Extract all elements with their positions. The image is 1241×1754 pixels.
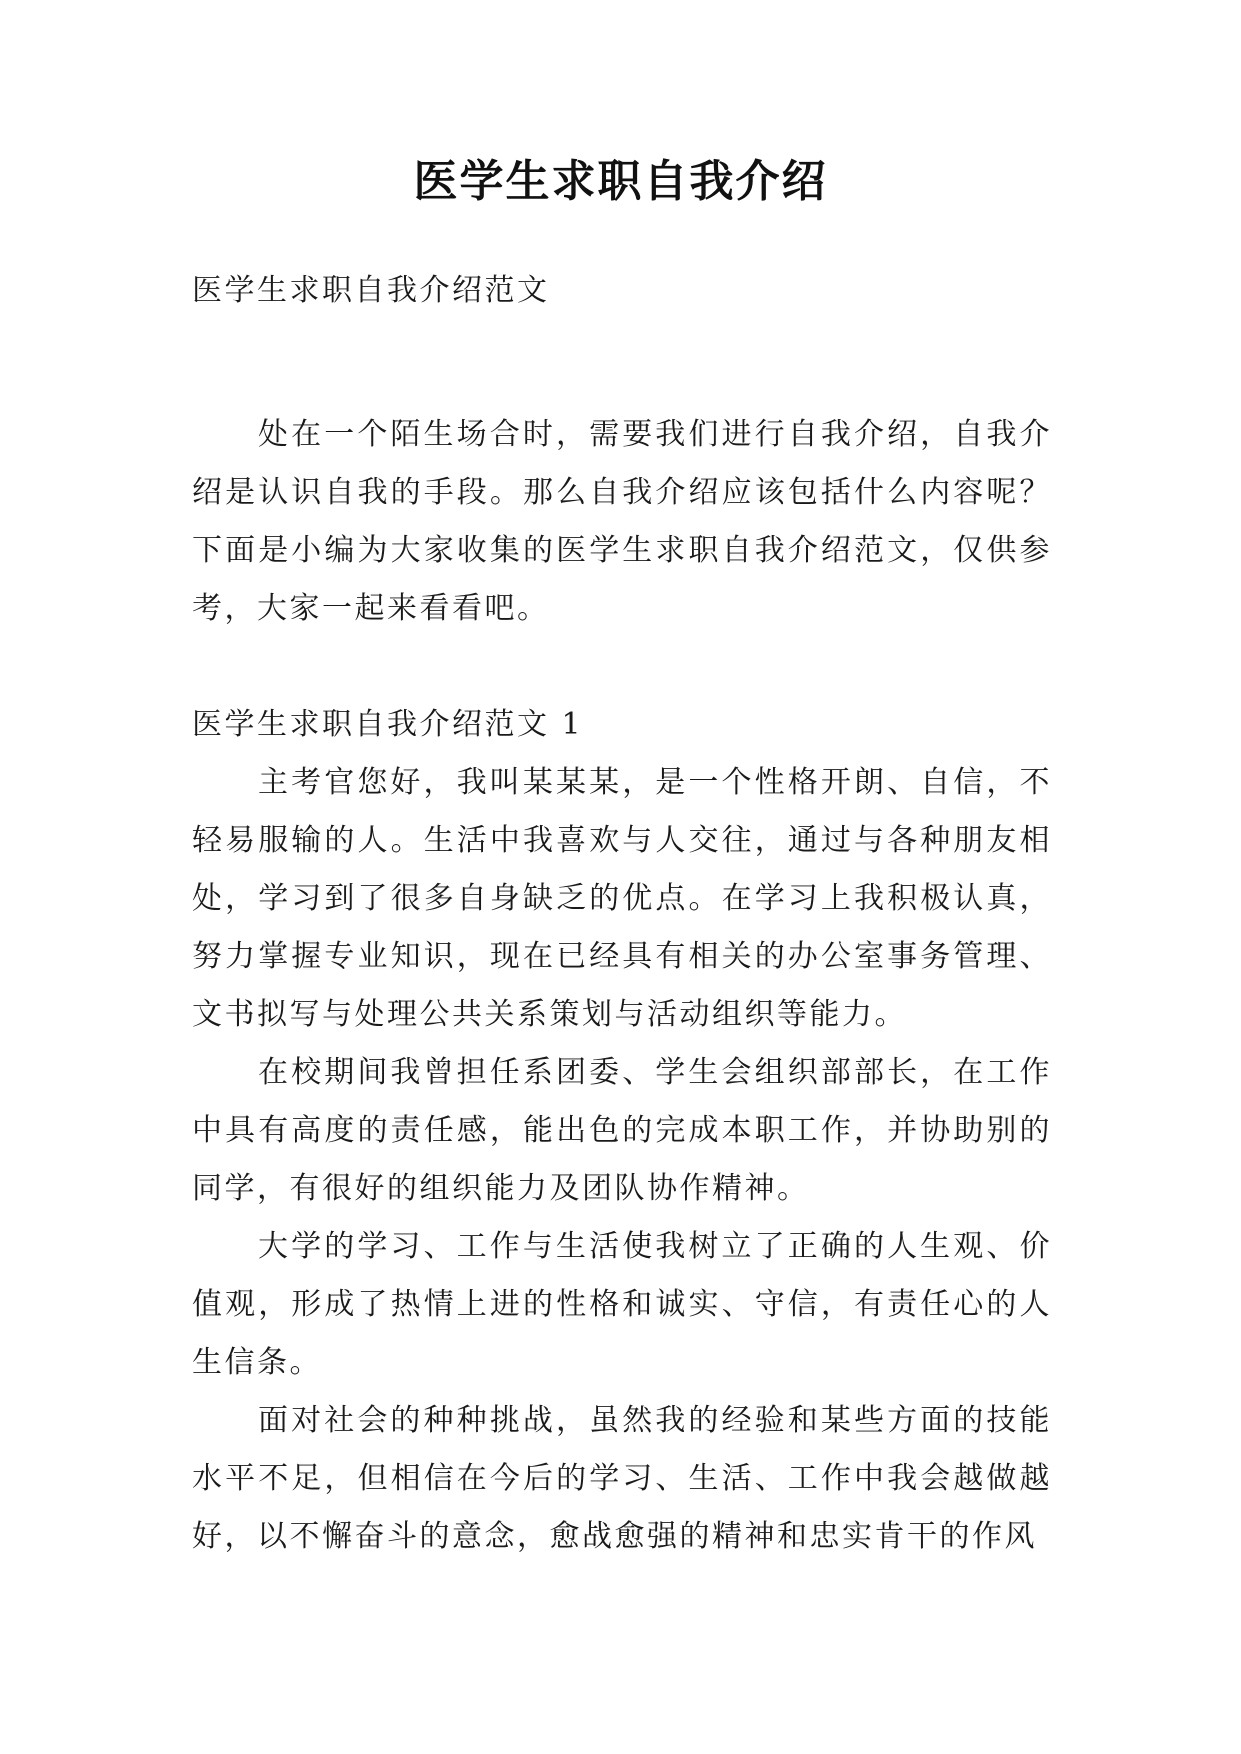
paragraph-1: 主考官您好，我叫某某某，是一个性格开朗、自信，不轻易服输的人。生活中我喜欢与人交往，通过与各种朋友相处，学习到了很多自身缺乏的优点。在学习上我积极认真，努力掌握专业知识，现在已经具有相关的办公室事务管理、文书拟写与处理公共关系策划与活动组织等能力。 (192, 765, 1052, 1032)
page-title: 医学生求职自我介绍 (413, 156, 828, 207)
paragraph-4: 面对社会的种种挑战，虽然我的经验和某些方面的技能水平不足，但相信在今后的学习、生活、工作中我会越做越好，以不懈奋斗的意念，愈战愈强的精神和忠实肯干的作风 (192, 1403, 1052, 1554)
intro-paragraph: 处在一个陌生场合时，需要我们进行自我介绍，自我介绍是认识自我的手段。那么自我介绍应该包括什么内容呢？下面是小编为大家收集的医学生求职自我介绍范文，仅供参考，大家一起来看看吧。 (192, 417, 1052, 626)
document-subtitle: 医学生求职自我介绍范文 (192, 273, 550, 308)
section-title: 医学生求职自我介绍范文 1 (192, 707, 584, 742)
paragraph-3: 大学的学习、工作与生活使我树立了正确的人生观、价值观，形成了热情上进的性格和诚实、守信，有责任心的人生信条。 (192, 1229, 1052, 1380)
paragraph-2: 在校期间我曾担任系团委、学生会组织部部长，在工作中具有高度的责任感，能出色的完成本职工作，并协助别的同学，有很好的组织能力及团队协作精神。 (192, 1055, 1052, 1206)
